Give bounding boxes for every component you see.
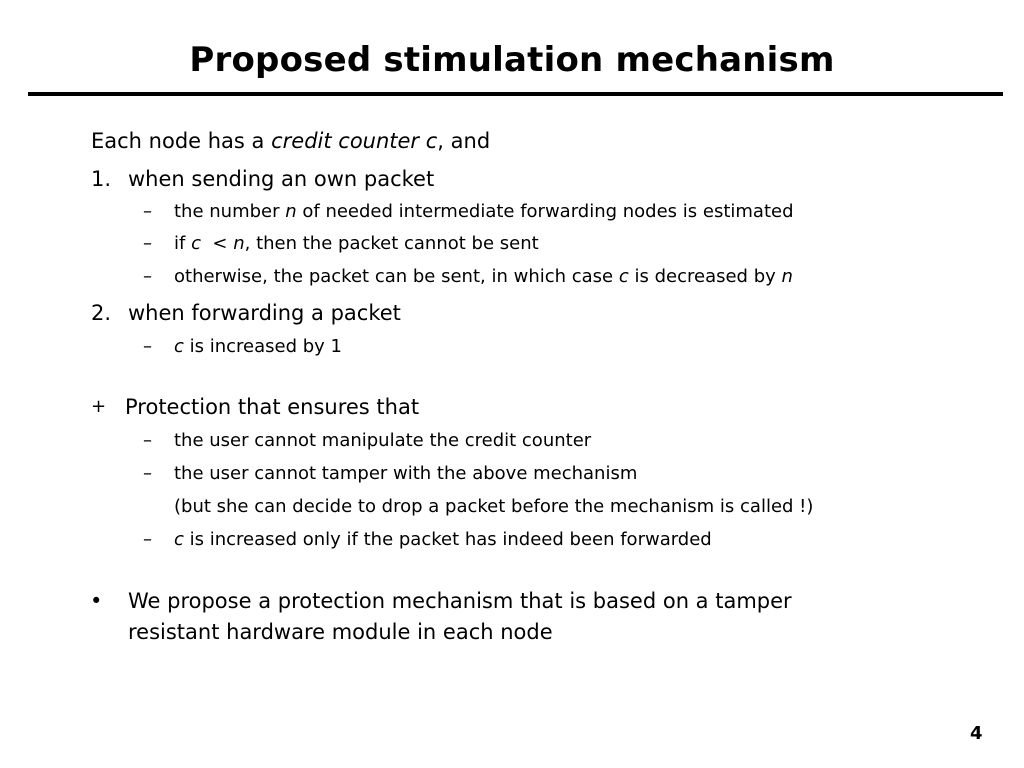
- plus-sub1-marker: –: [143, 430, 152, 451]
- sub-text-italic: c: [191, 233, 201, 254]
- sub-text-part: of needed intermediate forwarding nodes is estimated: [296, 201, 794, 222]
- sub-text-part: is increased only if the packet has indeed been forwarded: [183, 529, 712, 550]
- item1-sub3-marker: –: [143, 266, 152, 287]
- bullet-line-1: We propose a protection mechanism that is based on a tamper: [128, 589, 792, 613]
- plus-marker: +: [91, 396, 107, 417]
- sub-text-italic: n: [233, 233, 245, 254]
- sub-text-italic: c: [174, 336, 184, 357]
- bullet-marker: •: [90, 589, 103, 613]
- item1-sub3-text: [174, 265, 793, 289]
- item1-text: when sending an own packet: [128, 167, 435, 191]
- sub-text-part: is increased by 1: [183, 336, 342, 357]
- plus-sub1-text: the user cannot manipulate the credit counter: [174, 430, 592, 451]
- item2-sub1-marker: –: [143, 336, 152, 357]
- intro-emphasis: credit counter c: [271, 129, 438, 153]
- sub-text-italic: c: [618, 266, 629, 287]
- sub-text-part: otherwise, the packet can be sent, in which case: [174, 266, 619, 287]
- plus-sub3-marker: –: [143, 529, 152, 550]
- plus-sub2-text: the user cannot tamper with the above mechanism: [174, 463, 638, 484]
- item1-sub1-marker: –: [143, 201, 152, 222]
- sub-text-part: <: [200, 233, 234, 254]
- page-number: 4: [970, 723, 983, 744]
- plus-sub2-continuation: (but she can decide to drop a packet before the mechanism is called !): [174, 496, 814, 517]
- slide-title: Proposed stimulation mechanism: [189, 40, 835, 80]
- title-underline: [28, 92, 1003, 96]
- item1-sub1-text: [174, 200, 794, 224]
- sub-text-italic: n: [781, 266, 793, 287]
- sub-text-part: , then the packet cannot be sent: [244, 233, 539, 254]
- item2-sub1-text: [174, 335, 342, 359]
- sub-text-italic: c: [174, 529, 184, 550]
- sub-text-italic: n: [285, 201, 297, 222]
- item1-marker: 1.: [91, 167, 112, 191]
- item1-sub2-marker: –: [143, 233, 152, 254]
- plus-sub3-text: [174, 528, 712, 552]
- intro-prefix: Each node has a: [91, 129, 272, 153]
- sub-text-part: is decreased by: [628, 266, 782, 287]
- plus-text: Protection that ensures that: [125, 395, 420, 419]
- item1-sub2-text: [174, 232, 539, 256]
- intro-suffix: , and: [437, 129, 491, 153]
- item2-text: when forwarding a packet: [128, 301, 401, 325]
- bullet-line-2: resistant hardware module in each node: [128, 620, 553, 644]
- plus-sub2-marker: –: [143, 463, 152, 484]
- intro-line: [91, 127, 490, 155]
- item2-marker: 2.: [91, 301, 112, 325]
- sub-text-part: if: [174, 233, 192, 254]
- sub-text-part: the number: [174, 201, 286, 222]
